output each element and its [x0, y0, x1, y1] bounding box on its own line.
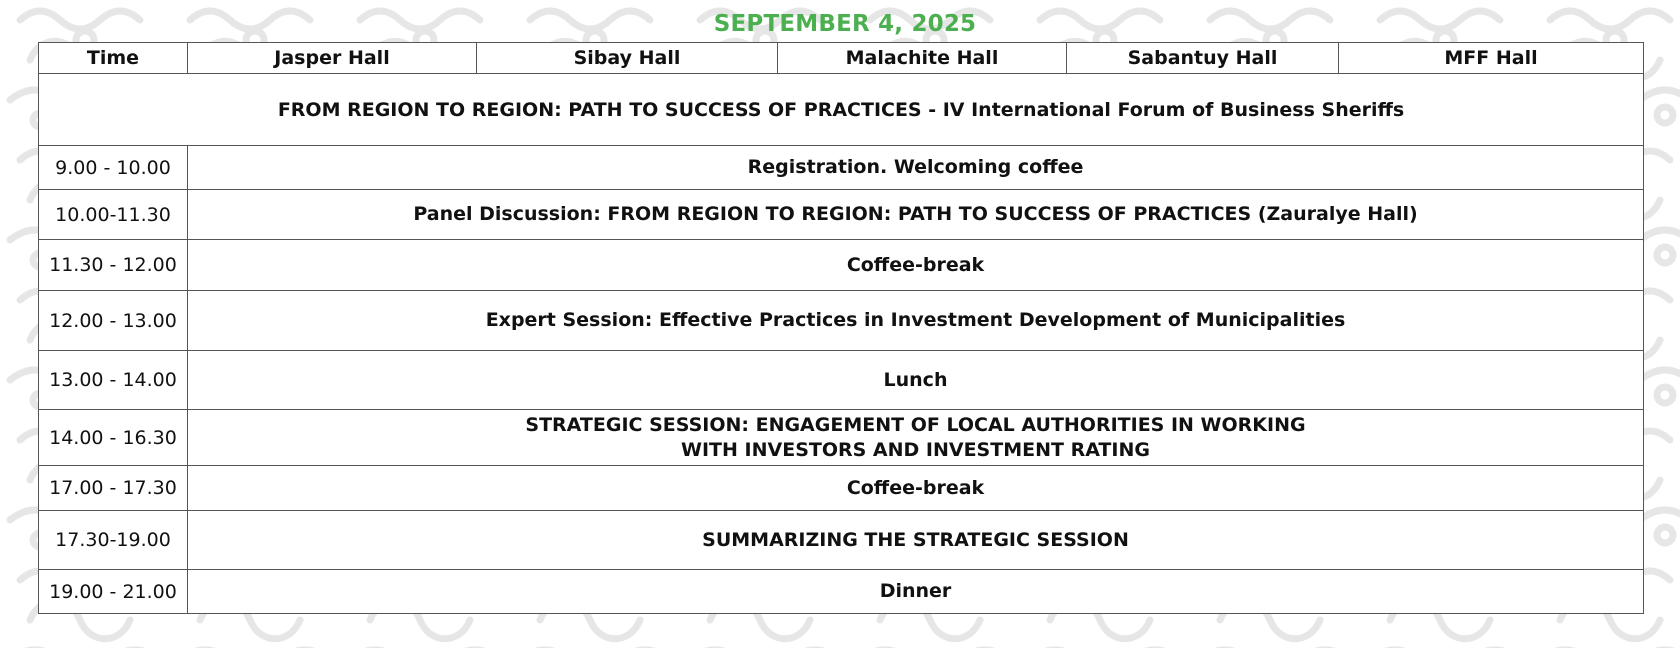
- page-title: SEPTEMBER 4, 2025: [713, 11, 977, 37]
- column-sabantuy-hall: Sabantuy Hall: [1067, 43, 1339, 74]
- event-cell: [188, 511, 1644, 570]
- event-title: STRATEGIC SESSION: ENGAGEMENT OF LOCAL AUTHORITIES IN WORKING: [525, 413, 1306, 436]
- time-slot: 14.00 - 16.30: [39, 410, 188, 466]
- schedule-row: [39, 570, 1644, 614]
- event-cell: [188, 146, 1644, 190]
- event-cell: [188, 570, 1644, 614]
- event-cell: [188, 291, 1644, 351]
- schedule-table: [38, 42, 1644, 614]
- column-time: Time: [39, 43, 188, 74]
- event-title: Expert Session: Effective Practices in Investment Development of Municipalities: [485, 309, 1346, 331]
- event-title: WITH INVESTORS AND INVESTMENT RATING: [681, 438, 1150, 461]
- time-slot: 12.00 - 13.00: [39, 291, 188, 351]
- schedule-row: [39, 146, 1644, 190]
- column-sibay-hall: Sibay Hall: [477, 43, 778, 74]
- time-slot: 10.00-11.30: [39, 190, 188, 240]
- column-jasper-hall: Jasper Hall: [188, 43, 477, 74]
- event-title: Coffee-break: [846, 253, 985, 276]
- column-malachite-hall: Malachite Hall: [778, 43, 1067, 74]
- banner-row: [39, 74, 1644, 146]
- event-cell: [188, 240, 1644, 291]
- event-title: SUMMARIZING THE STRATEGIC SESSION: [702, 528, 1129, 551]
- event-title: Coffee-break: [846, 476, 985, 499]
- schedule-row: [39, 190, 1644, 240]
- event-cell: [188, 351, 1644, 410]
- schedule-row: [39, 466, 1644, 511]
- event-cell: [188, 466, 1644, 511]
- schedule-row: [39, 410, 1644, 466]
- schedule-row: [39, 511, 1644, 570]
- forum-banner: FROM REGION TO REGION: PATH TO SUCCESS OF PRACTICES - IV International Forum of Business Sheriffs: [39, 74, 1644, 146]
- event-title: Panel Discussion: FROM REGION TO REGION: PATH TO SUCCESS OF PRACTICES (Zauralye Hall): [413, 203, 1418, 225]
- time-slot: 9.00 - 10.00: [39, 146, 188, 190]
- event-title: Dinner: [879, 580, 952, 602]
- schedule-row: [39, 291, 1644, 351]
- time-slot: 19.00 - 21.00: [39, 570, 188, 614]
- table-header-row: [39, 43, 1644, 74]
- event-cell: [188, 190, 1644, 240]
- time-slot: 17.30-19.00: [39, 511, 188, 570]
- schedule-row: [39, 240, 1644, 291]
- schedule-row: [39, 351, 1644, 410]
- time-slot: 13.00 - 14.00: [39, 351, 188, 410]
- time-slot: 11.30 - 12.00: [39, 240, 188, 291]
- event-cell: [188, 410, 1644, 466]
- event-title: Registration. Welcoming coffee: [747, 156, 1084, 178]
- column-mff-hall: MFF Hall: [1339, 43, 1644, 74]
- event-title: Lunch: [883, 368, 948, 391]
- time-slot: 17.00 - 17.30: [39, 466, 188, 511]
